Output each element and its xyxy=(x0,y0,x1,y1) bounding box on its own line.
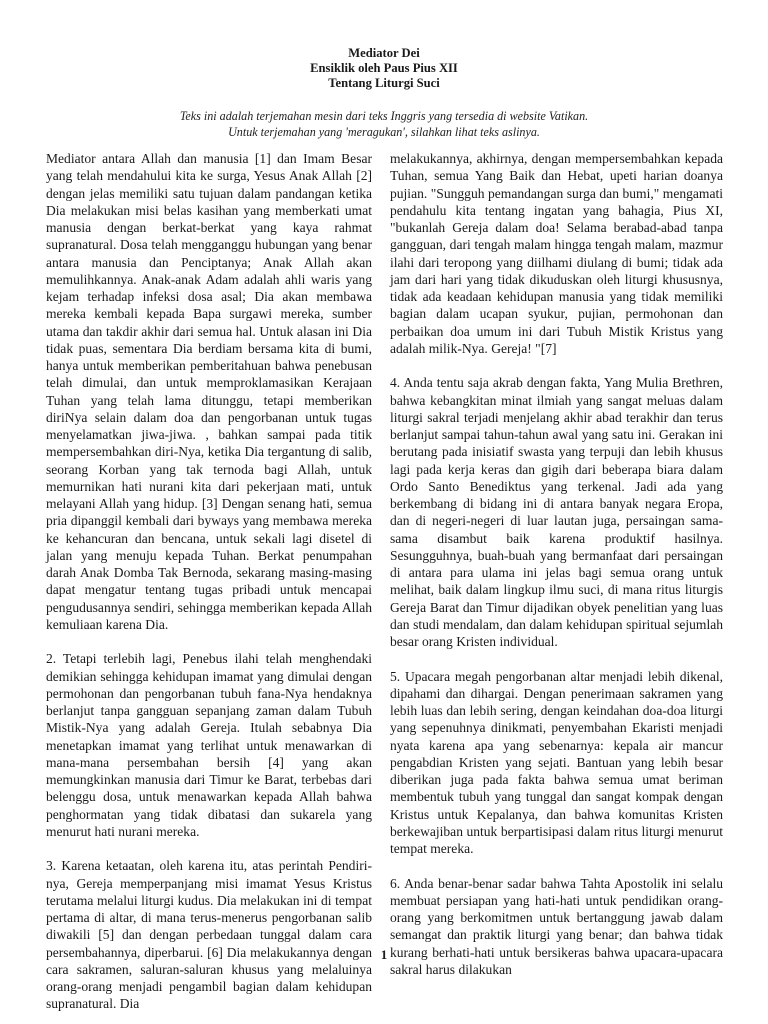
paragraph: 2. Tetapi terlebih lagi, Penebus ilahi telah menghendaki demikian sehingga kehidupan imamat yang dimulai dengan permohonan dan pengorbanan tubuh fana-Nya hendaknya berlanjut tanpa gangguan sepanjang zaman dalam Tubuh Mistik-Nya yang adalah Gereja. Itulah sebabnya Dia menetapkan imamat yang terlihat untuk menawarkan di mana-mana persembahan bersih [4] yang akan memungkinkan manusia dari Timur ke Barat, terbebas dari belenggu dosa, untuk menawarkan kepada Allah bahwa penghormatan yang tidak dibatasi dan sukarela yang menurut hati nurani mereka. xyxy=(46,651,372,839)
paragraph: 6. Anda benar-benar sadar bahwa Tahta Apostolik ini selalu membuat persiapan yang hati-hati untuk pendidikan orang-orang yang berkomitmen untuk bertanggung jawab dalam semangat dan praktik liturgi yang benar; dan bahwa tidak kurang berhati-hati untuk bersikeras bahwa upacara-upacara sakral harus dilakukan xyxy=(390,875,723,977)
left-column xyxy=(46,150,372,1013)
paragraph: 5. Upacara megah pengorbanan altar menjadi lebih dikenal, dipahami dan dihargai. Dengan penerimaan sakramen yang lebih luas dan lebih sering, dengan keindahan doa-doa liturgi yang sepenuhnya dinikmati, penyembahan Ekaristi menjadi nyata karena apa yang sebenarnya: kepala air mancur pengabdian Kristen yang sejati. Bantuan yang lebih besar diberikan juga pada fakta bahwa semua umat beriman membentuk tubuh yang tunggal dan sangat kompak dengan Kristus untuk Kepalanya, dan bahwa komunitas Kristen berkewajiban untuk berpartisipasi dalam ritus liturgi menurut tempat mereka. xyxy=(390,668,723,856)
right-column xyxy=(390,150,723,978)
translation-note-line: Teks ini adalah terjemahan mesin dari teks Inggris yang tersedia di website Vatikan. xyxy=(179,109,589,123)
page-number: 1 xyxy=(380,947,388,962)
document-topic: Tentang Liturgi Suci xyxy=(328,76,440,90)
document-header xyxy=(0,46,768,91)
paragraph: Mediator antara Allah dan manusia [1] dan Imam Besar yang telah mendahului kita ke surga, Yesus Anak Allah [2] dengan jelas memiliki satu tujuan dalam pandangan ketika Dia melakukan misi belas kasihan yang memberkati umat manusia dengan berkat-berkat yang kaya rahmat supranatural. Dosa telah mengganggu hubungan yang benar antara manusia dan Penciptanya; Anak Allah akan memulihkannya. Anak-anak Adam adalah ahli waris yang kejam terhadap infeksi dosa asal; Dia akan membawa mereka kembali kepada Bapa surgawi mereka, sumber utama dan takdir akhir dari semua hal. Untuk alasan ini Dia tidak puas, sementara Dia berdiam bersama kita di bumi, hanya untuk memberikan pemberitahuan bahwa penebusan telah dimulai, dan untuk memproklamasikan Kerajaan Tuhan yang telah lama ditunggu, tetapi memberikan diriNya selain dalam doa dan pengorbanan untuk tugas menyelamatkan jiwa-jiwa. , bahkan sampai pada titik mempersembahkan diri-Nya, ketika Dia tergantung di salib, seorang Korban yang tak ternoda bagi Allah, untuk memurnikan hati nurani kita dari pekerjaan mati, untuk melayani Allah yang hidup. [3] Dengan senang hati, semua pria dipanggil kembali dari byways yang membawa mereka ke kehancuran dan bencana, untuk sekali lagi disetel di jalan yang menuju kepada Tuhan. Berkat penumpahan darah Anak Domba Tak Bernoda, sekarang masing-masing dapat mengatur tentang tugas pribadi untuk mencapai pengudusannya sendiri, sehingga memberikan kepada Allah kemuliaan karena Dia. xyxy=(46,151,372,632)
translation-note xyxy=(0,108,768,140)
paragraph: 3. Karena ketaatan, oleh karena itu, atas perintah Pendiri-nya, Gereja memperpanjang misi imamat Yesus Kristus terutama melalui liturgi kudus. Dia melakukan ini di tempat pertama di altar, di mana terus-menerus pengorbanan salib diwakili [5] dan dengan perbedaan tunggal dalam cara persembahannya, diperbarui. [6] Dia melakukannya dengan cara sakramen, saluran-saluran khusus yang melaluinya orang-orang menjadi pengambil bagian dalam kehidupan supranatural. Dia xyxy=(46,858,372,1012)
paragraph: 4. Anda tentu saja akrab dengan fakta, Yang Mulia Brethren, bahwa kebangkitan minat ilmiah yang sangat meluas dalam liturgi sakral terjadi menjelang akhir abad terakhir dan terus berlanjut sampai tahun-tahun awal yang satu ini. Gerakan ini berutang pada inisiatif swasta yang terpuji dan lebih khusus lagi pada kerja keras dan gigih dari beberapa biara dalam Ordo Santo Benediktus yang terkenal. Jadi ada yang berkembang di bidang ini di antara banyak negara Eropa, dan di negeri-negeri di luar lautan juga, persaingan sama-sama disambut baik karena produktif hasilnya. Sesungguhnya, buah-buah yang bermanfaat dari persaingan di antara para ulama ini jelas bagi semua orang untuk melihat, baik dalam lingkup ilmu suci, di mana ritus liturgis Gereja Barat dan Timur dijadikan obyek penelitian yang luas dan studi mendalam, dan dalam kehidupan spiritual sejumlah besar orang Kristen individual. xyxy=(390,375,723,649)
translation-note-line: Untuk terjemahan yang 'meragukan', silahkan lihat teks aslinya. xyxy=(228,125,540,139)
document-title: Mediator Dei xyxy=(348,46,420,60)
paragraph: melakukannya, akhirnya, dengan mempersembahkan kepada Tuhan, semua Yang Baik dan Hebat, upeti harian doanya pujian. "Sungguh pemandangan surga dan bumi," mengamati pendahulu kita tentang ingatan yang bahagia, Pius XI, "bukanlah Gereja dalam doa! Selama berabad-abad tanpa gangguan, dari tengah malam hingga tengah malam, mazmur ilahi dari teropong yang diilhami diulang di bumi; tidak ada jam dari hari yang tidak dikuduskan oleh liturgi khususnya, tidak ada keadaan kehidupan manusia yang tidak memiliki bagian dalam ucapan syukur, pujian, permohonan dan perbaikan doa umum ini dari Tubuh Mistik Kristus yang adalah milik-Nya. Gereja! "[7] xyxy=(390,151,723,356)
document-subtitle: Ensiklik oleh Paus Pius XII xyxy=(310,61,458,75)
